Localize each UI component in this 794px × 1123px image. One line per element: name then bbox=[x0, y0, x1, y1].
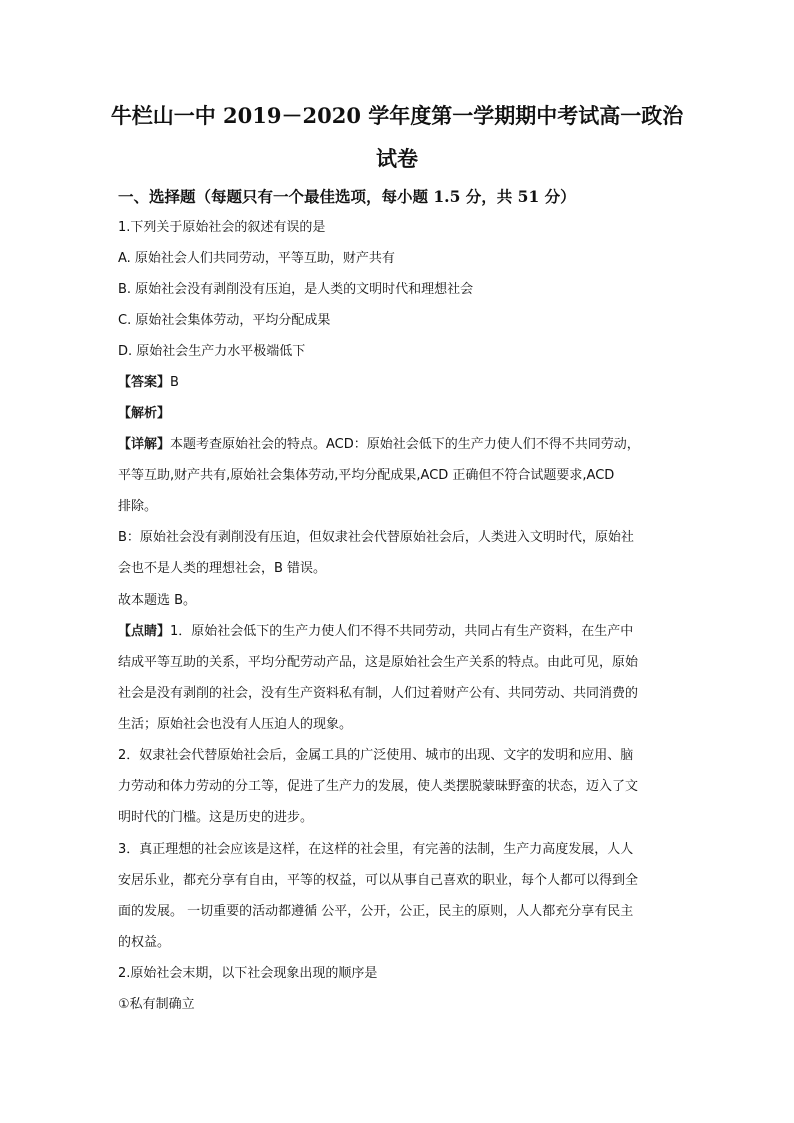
analysis-tag: 【解析】 bbox=[118, 406, 171, 421]
answer-tag: 【答案】 bbox=[118, 375, 171, 390]
question-2-stem: 2.原始社会末期，以下社会现象出现的顺序是 bbox=[118, 966, 378, 981]
answer-value: B bbox=[170, 375, 179, 390]
point-3-line-1: 3．真正理想的社会应该是这样，在这样的社会里，有完善的法制，生产力高度发展，人人 bbox=[118, 842, 634, 857]
point-3-line-3: 面的发展。 一切重要的活动都遵循 公平，公开，公正，民主的原则，人人都充分享有民主 bbox=[118, 904, 634, 919]
option-b-explanation-2: 会也不是人类的理想社会，B 错误。 bbox=[118, 561, 327, 576]
point-3-line-2: 安居乐业，都充分享有自由，平等的权益，可以从事自己喜欢的职业，每个人都可以得到全 bbox=[118, 873, 639, 888]
point-2-line-3: 明时代的门槛。这是历史的进步。 bbox=[118, 810, 314, 825]
detail-tag: 【详解】 bbox=[118, 437, 171, 452]
question-1-stem: 1.下列关于原始社会的叙述有误的是 bbox=[118, 220, 326, 235]
conclusion: 故本题选 B。 bbox=[118, 593, 197, 608]
question-1-option-c: C. 原始社会集体劳动，平均分配成果 bbox=[118, 313, 331, 328]
point-3-line-4: 的权益。 bbox=[118, 935, 171, 950]
point-2-line-1: 2．奴隶社会代替原始社会后，金属工具的广泛使用、城市的出现、文字的发明和应用、脑 bbox=[118, 748, 634, 763]
tip-line-4: 生活；原始社会也没有人压迫人的现象。 bbox=[118, 717, 353, 732]
tip-line-2: 结成平等互助的关系，平均分配劳动产品，这是原始社会生产关系的特点。由此可见，原始 bbox=[118, 655, 639, 670]
point-2-line-2: 力劳动和体力劳动的分工等，促进了生产力的发展，使人类摆脱蒙昧野蛮的状态，迈入了文 bbox=[118, 779, 639, 794]
tip-line-3: 社会是没有剥削的社会，没有生产资料私有制，人们过着财产公有、共同劳动、共同消费的 bbox=[118, 686, 639, 701]
page-title-continued: 试卷 bbox=[376, 146, 418, 171]
section-heading: 一、选择题（每题只有一个最佳选项，每小题 1.5 分，共 51 分） bbox=[118, 187, 576, 206]
answer-line bbox=[118, 373, 179, 393]
detail-line-2: 平等互助,财产共有,原始社会集体劳动,平均分配成果,ACD 正确但不符合试题要求,ACD bbox=[118, 468, 615, 483]
detail-text-1: 本题考查原始社会的特点。ACD：原始社会低下的生产力使人们不得不共同劳动， bbox=[170, 437, 640, 452]
detail-line-1 bbox=[118, 435, 640, 455]
tip-tag: 【点睛】 bbox=[118, 624, 171, 639]
analysis-line bbox=[118, 404, 170, 424]
question-1-option-b: B. 原始社会没有剥削没有压迫，是人类的文明时代和理想社会 bbox=[118, 282, 474, 297]
question-1-option-a: A. 原始社会人们共同劳动，平等互助，财产共有 bbox=[118, 251, 395, 266]
question-1-option-d: D. 原始社会生产力水平极端低下 bbox=[118, 344, 306, 359]
tip-line-1 bbox=[118, 622, 633, 642]
detail-line-3: 排除。 bbox=[118, 499, 158, 514]
page-title: 牛栏山一中 2019－2020 学年度第一学期期中考试高一政治 bbox=[110, 103, 684, 128]
tip-text-1: 1．原始社会低下的生产力使人们不得不共同劳动，共同占有生产资料，在生产中 bbox=[170, 624, 634, 639]
option-b-explanation-1: B：原始社会没有剥削没有压迫，但奴隶社会代替原始社会后，人类进入文明时代，原始社 bbox=[118, 530, 634, 545]
question-2-item-1: ①私有制确立 bbox=[118, 997, 195, 1012]
